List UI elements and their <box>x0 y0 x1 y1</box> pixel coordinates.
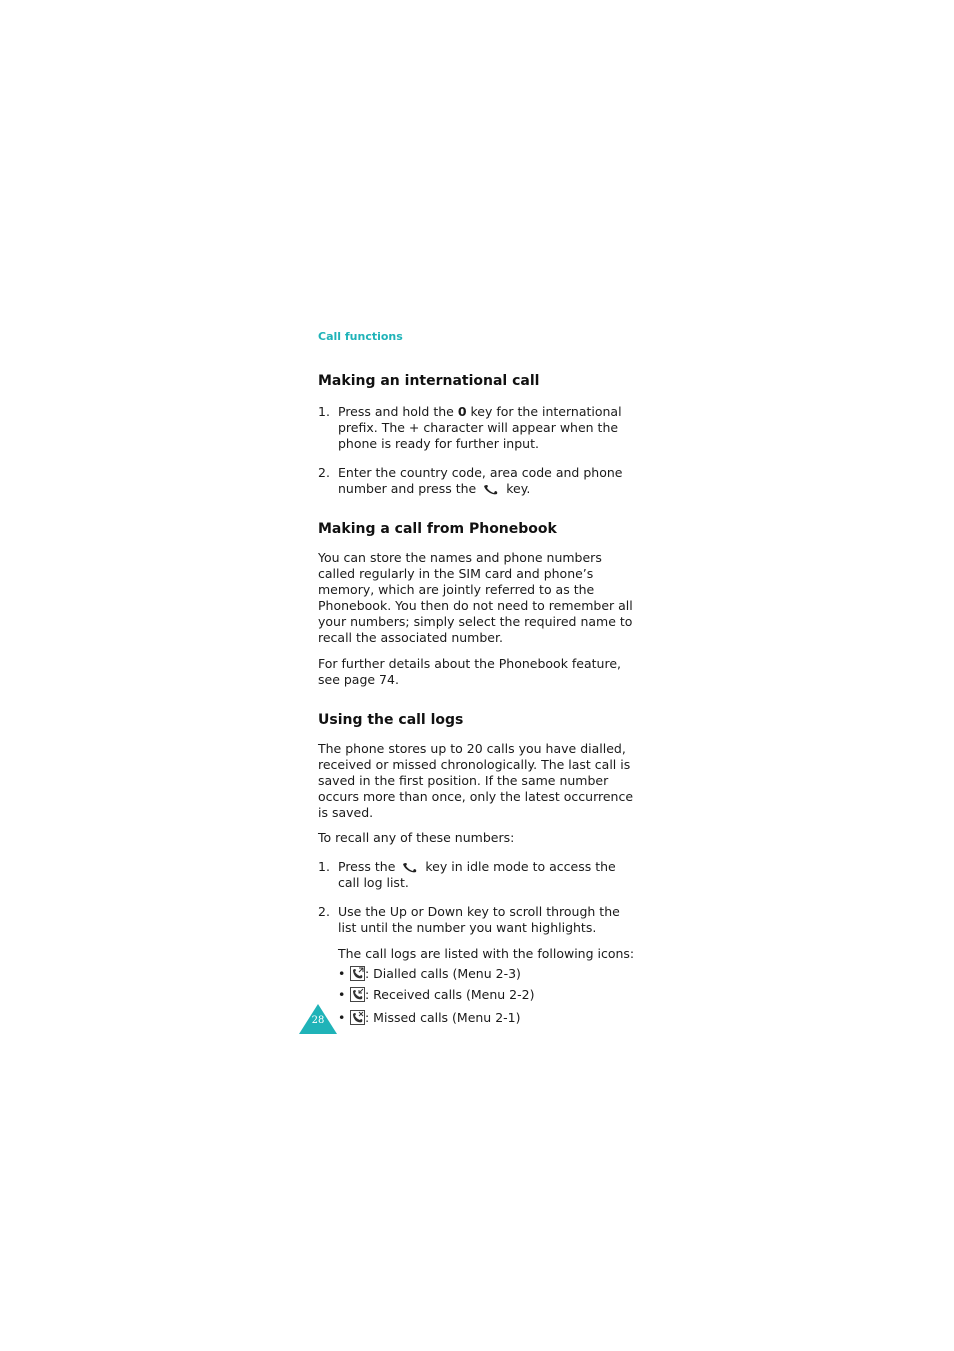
step-text-post: key in idle mode to access the call log list. <box>338 859 616 890</box>
phonebook-paragraph-2: For further details about the Phonebook feature, see page 74. <box>318 656 622 687</box>
bullet-text: : Missed calls (Menu 2-1) <box>365 1010 521 1025</box>
step-text-pre: Press and hold the <box>338 404 458 419</box>
intl-step-1 <box>318 404 638 452</box>
intl-step-2 <box>318 465 638 497</box>
call-logs-paragraph-2: To recall any of these numbers: <box>318 830 515 845</box>
logs-step-2 <box>318 904 638 936</box>
bullet-text: : Dialled calls (Menu 2-3) <box>365 966 521 981</box>
step-text: Use the Up or Down key to scroll through the list until the number you want highlights. <box>338 904 620 935</box>
send-key-icon <box>401 861 419 873</box>
step-number: 1. <box>318 404 330 419</box>
bullet-dot: • <box>338 987 346 1002</box>
logs-step-1 <box>318 859 638 891</box>
step-text-pre: Press the <box>338 859 396 874</box>
bullet-dialled <box>338 966 521 982</box>
bullet-dot: • <box>338 966 346 981</box>
bullet-text: : Received calls (Menu 2-2) <box>365 987 535 1002</box>
icons-intro: The call logs are listed with the following icons: <box>338 946 635 961</box>
heading-international-call: Making an international call <box>318 373 540 389</box>
heading-call-logs: Using the call logs <box>318 712 464 728</box>
dialled-call-icon <box>350 966 365 981</box>
step-number: 2. <box>318 465 330 480</box>
step-number: 2. <box>318 904 330 919</box>
section-label: Call functions <box>318 330 403 343</box>
call-logs-paragraph-1: The phone stores up to 20 calls you have dialled, received or missed chronologically. The last call is saved in the first position. If the same number occurs more than once, only the latest occurrence is saved. <box>318 741 634 820</box>
step-number: 1. <box>318 859 330 874</box>
step-text-pre: Enter the country code, area code and phone number and press the <box>338 465 623 496</box>
bullet-dot: • <box>338 1010 346 1025</box>
page-number-tab <box>298 1003 338 1035</box>
step-text-post: key. <box>506 481 531 496</box>
bullet-received <box>338 987 534 1003</box>
send-key-icon <box>482 483 500 495</box>
step-text-post: key for the international prefix. The + character will appear when the phone is ready for further input. <box>338 404 622 451</box>
bullet-missed <box>338 1010 521 1026</box>
key-zero: 0 <box>457 404 467 419</box>
received-call-icon <box>350 987 365 1002</box>
phonebook-paragraph-1: You can store the names and phone numbers called regularly in the SIM card and phone’s memory, which are jointly referred to as the Phonebook. You then do not need to remember all your numbers; simply select the required name to recall the associated number. <box>318 550 633 645</box>
missed-call-icon <box>350 1010 365 1025</box>
heading-phonebook: Making a call from Phonebook <box>318 521 557 537</box>
page-number: 28 <box>311 1015 325 1026</box>
